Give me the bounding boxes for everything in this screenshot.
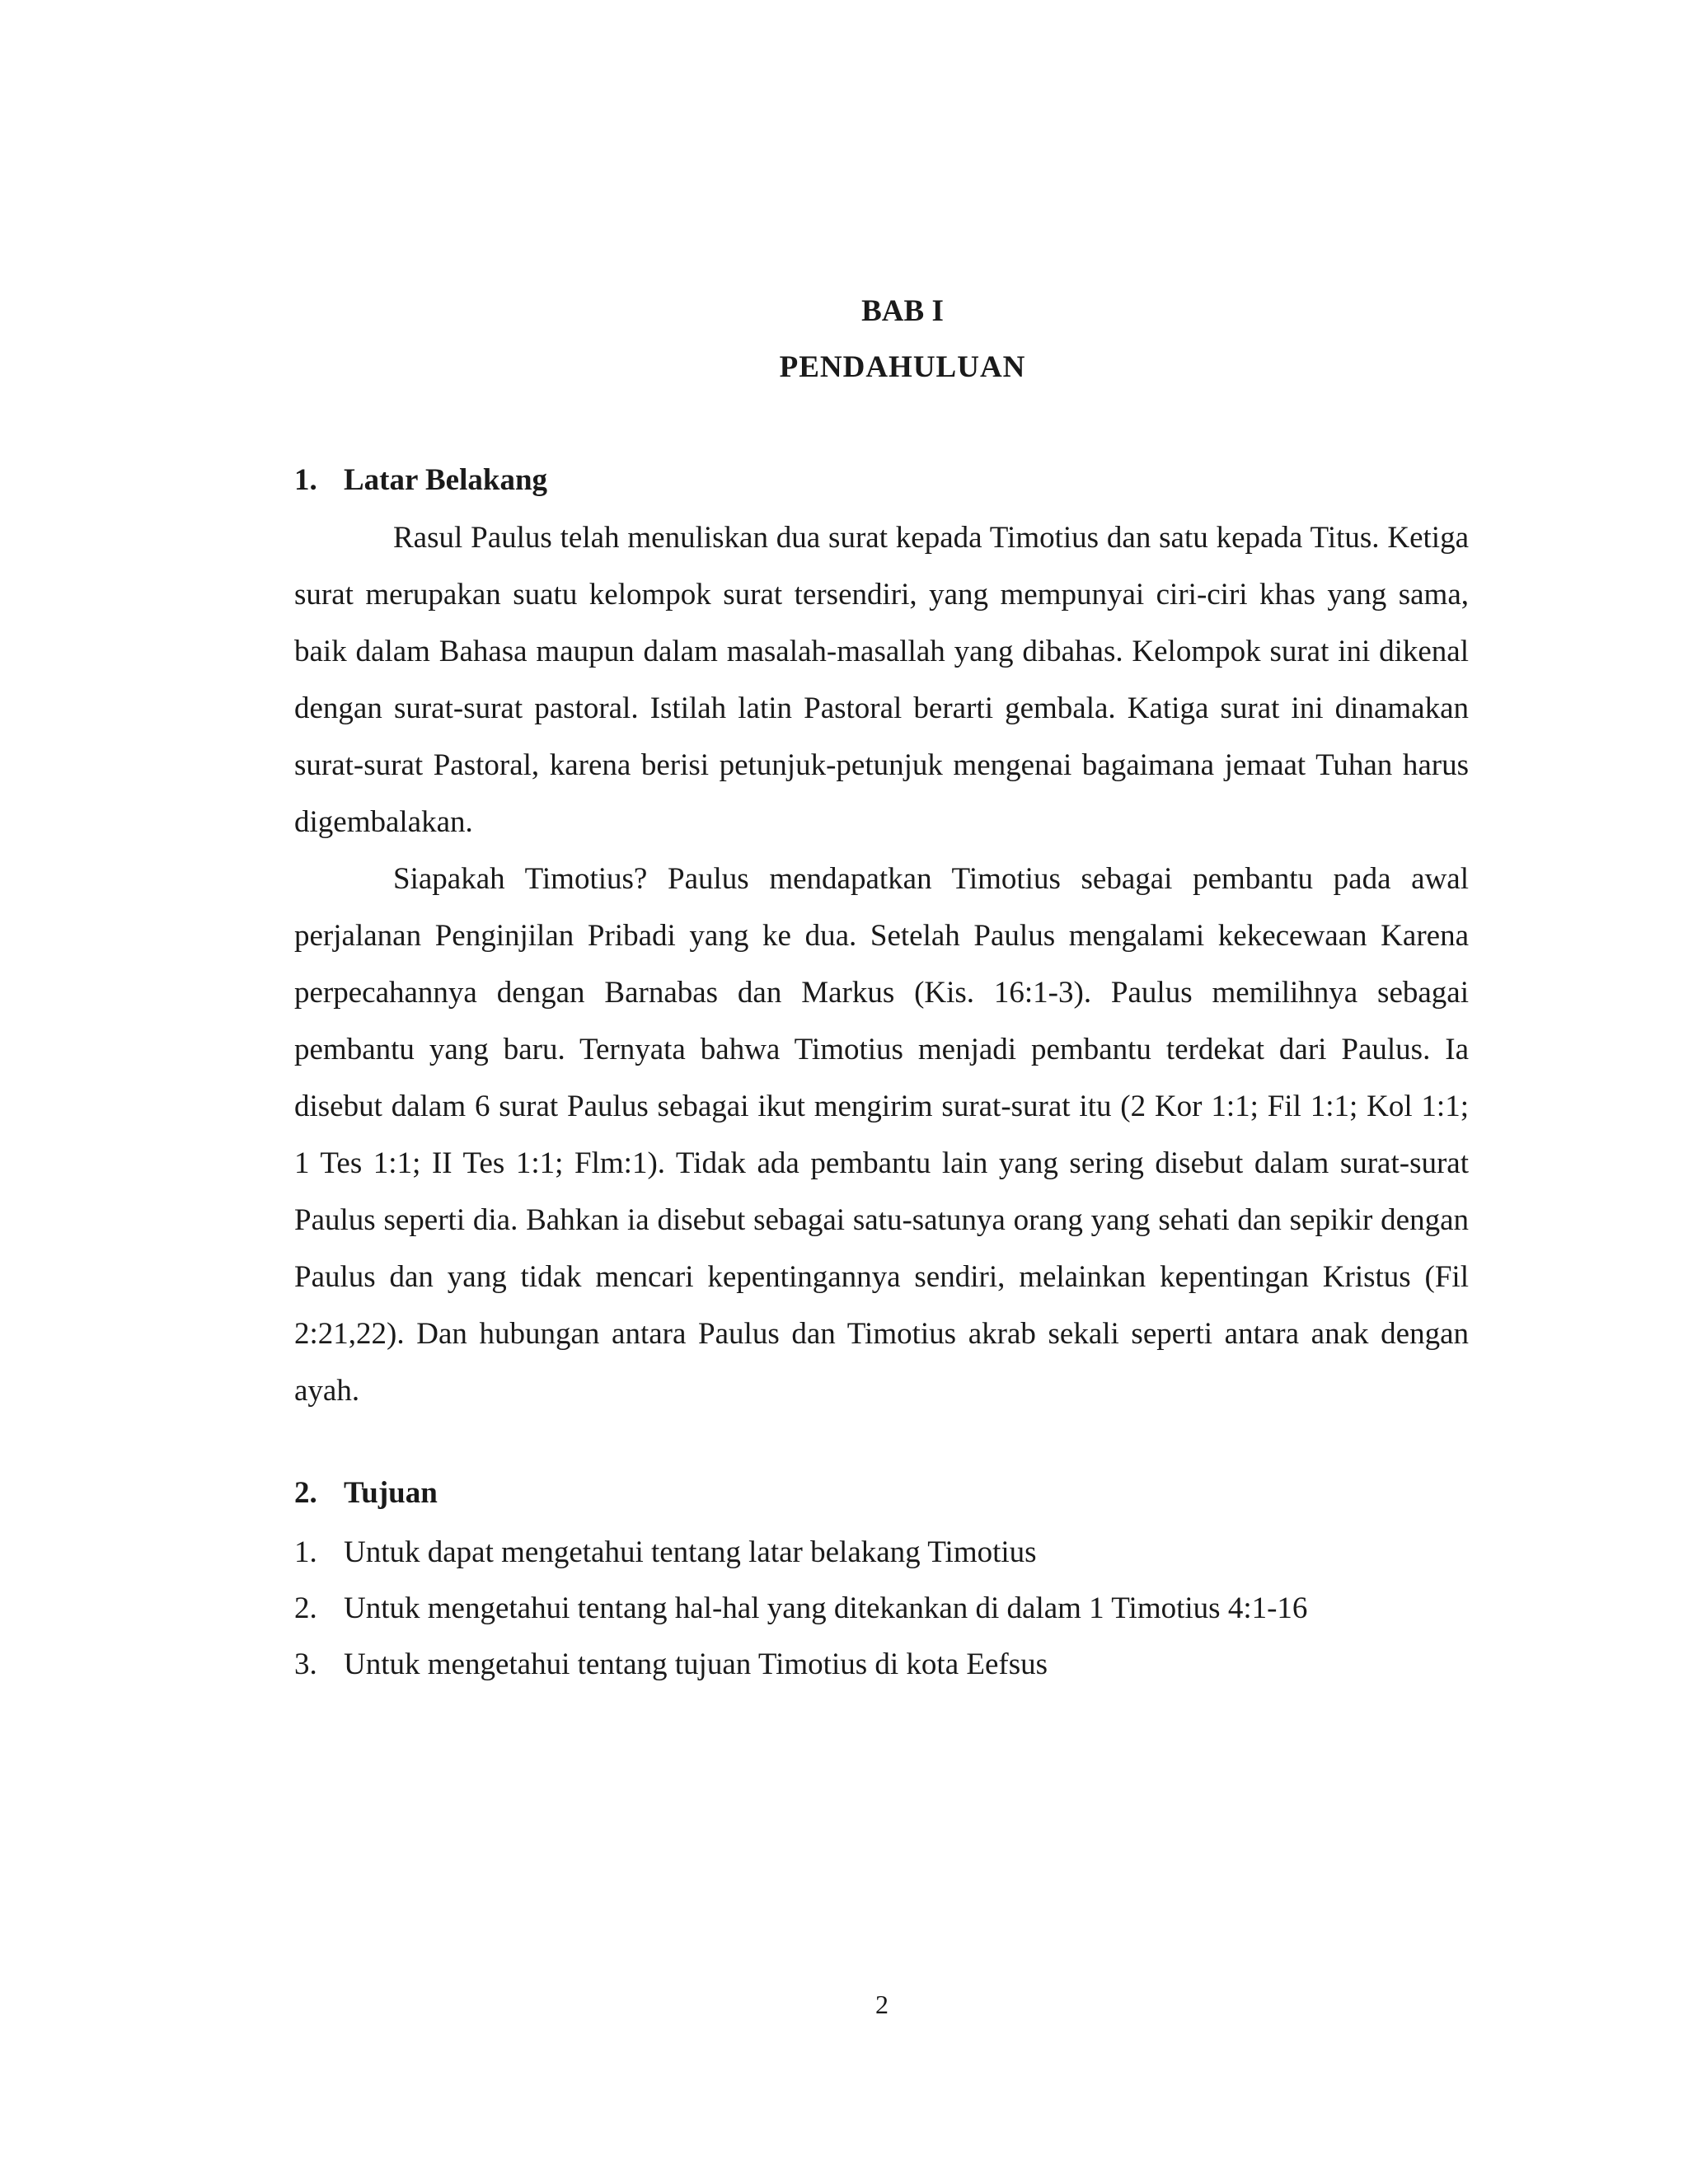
section-number: 2. xyxy=(294,1476,317,1510)
list-item xyxy=(294,1581,1307,1637)
list-item-text: Untuk mengetahui tentang tujuan Timotius di kota Eefsus xyxy=(344,1647,1048,1681)
list-item-text: Untuk dapat mengetahui tentang latar belakang Timotius xyxy=(344,1535,1037,1569)
list-item-number: 3. xyxy=(294,1647,317,1681)
paragraph: Rasul Paulus telah menuliskan dua surat kepada Timotius dan satu kepada Titus. Ketiga surat merupakan suatu kelompok surat tersendiri, yang mempunyai ciri-ciri khas yang sama, baik dalam Bahasa maupun dalam masalah-masallah yang dibahas. Kelompok surat ini dikenal dengan surat-surat pastoral. Istilah latin Pastoral berarti gembala. Katiga surat ini dinamakan surat-surat Pastoral, karena berisi petunjuk-petunjuk mengenai bagaimana jemaat Tuhan harus digembalakan. xyxy=(294,521,1469,839)
section-title: Latar Belakang xyxy=(344,463,548,497)
chapter-number: BAB I xyxy=(861,294,944,328)
chapter-title: PENDAHULUAN xyxy=(779,350,1026,384)
section-heading-tujuan xyxy=(294,1475,438,1511)
page-number: 2 xyxy=(875,1990,889,2019)
section-title: Tujuan xyxy=(344,1476,438,1510)
section-body-latar-belakang xyxy=(294,509,1469,1419)
list-item xyxy=(294,1525,1307,1581)
section-heading-latar-belakang xyxy=(294,462,547,499)
paragraph: Siapakah Timotius? Paulus mendapatkan Timotius sebagai pembantu pada awal perjalanan Penginjilan Pribadi yang ke dua. Setelah Paulus mengalami kekecewaan Karena perpecahannya dengan Barnabas dan Markus (Kis. 16:1-3). Paulus memilihnya sebagai pembantu yang baru. Ternyata bahwa Timotius menjadi pembantu terdekat dari Paulus. Ia disebut dalam 6 surat Paulus sebagai ikut mengirim surat-surat itu (2 Kor 1:1; Fil 1:1; Kol 1:1; 1 Tes 1:1; II Tes 1:1; Flm:1). Tidak ada pembantu lain yang sering disebut dalam surat-surat Paulus seperti dia. Bahkan ia disebut sebagai satu-satunya orang yang sehati dan sepikir dengan Paulus dan yang tidak mencari kepentingannya sendiri, melainkan kepentingan Kristus (Fil 2:21,22). Dan hubungan antara Paulus dan Timotius akrab sekali seperti antara anak dengan ayah. xyxy=(294,862,1469,1408)
list-item-number: 2. xyxy=(294,1591,317,1625)
section-number: 1. xyxy=(294,463,317,497)
list-item-number: 1. xyxy=(294,1535,317,1569)
objectives-list xyxy=(294,1525,1307,1693)
list-item-text: Untuk mengetahui tentang hal-hal yang ditekankan di dalam 1 Timotius 4:1-16 xyxy=(344,1591,1308,1625)
list-item xyxy=(294,1637,1307,1693)
